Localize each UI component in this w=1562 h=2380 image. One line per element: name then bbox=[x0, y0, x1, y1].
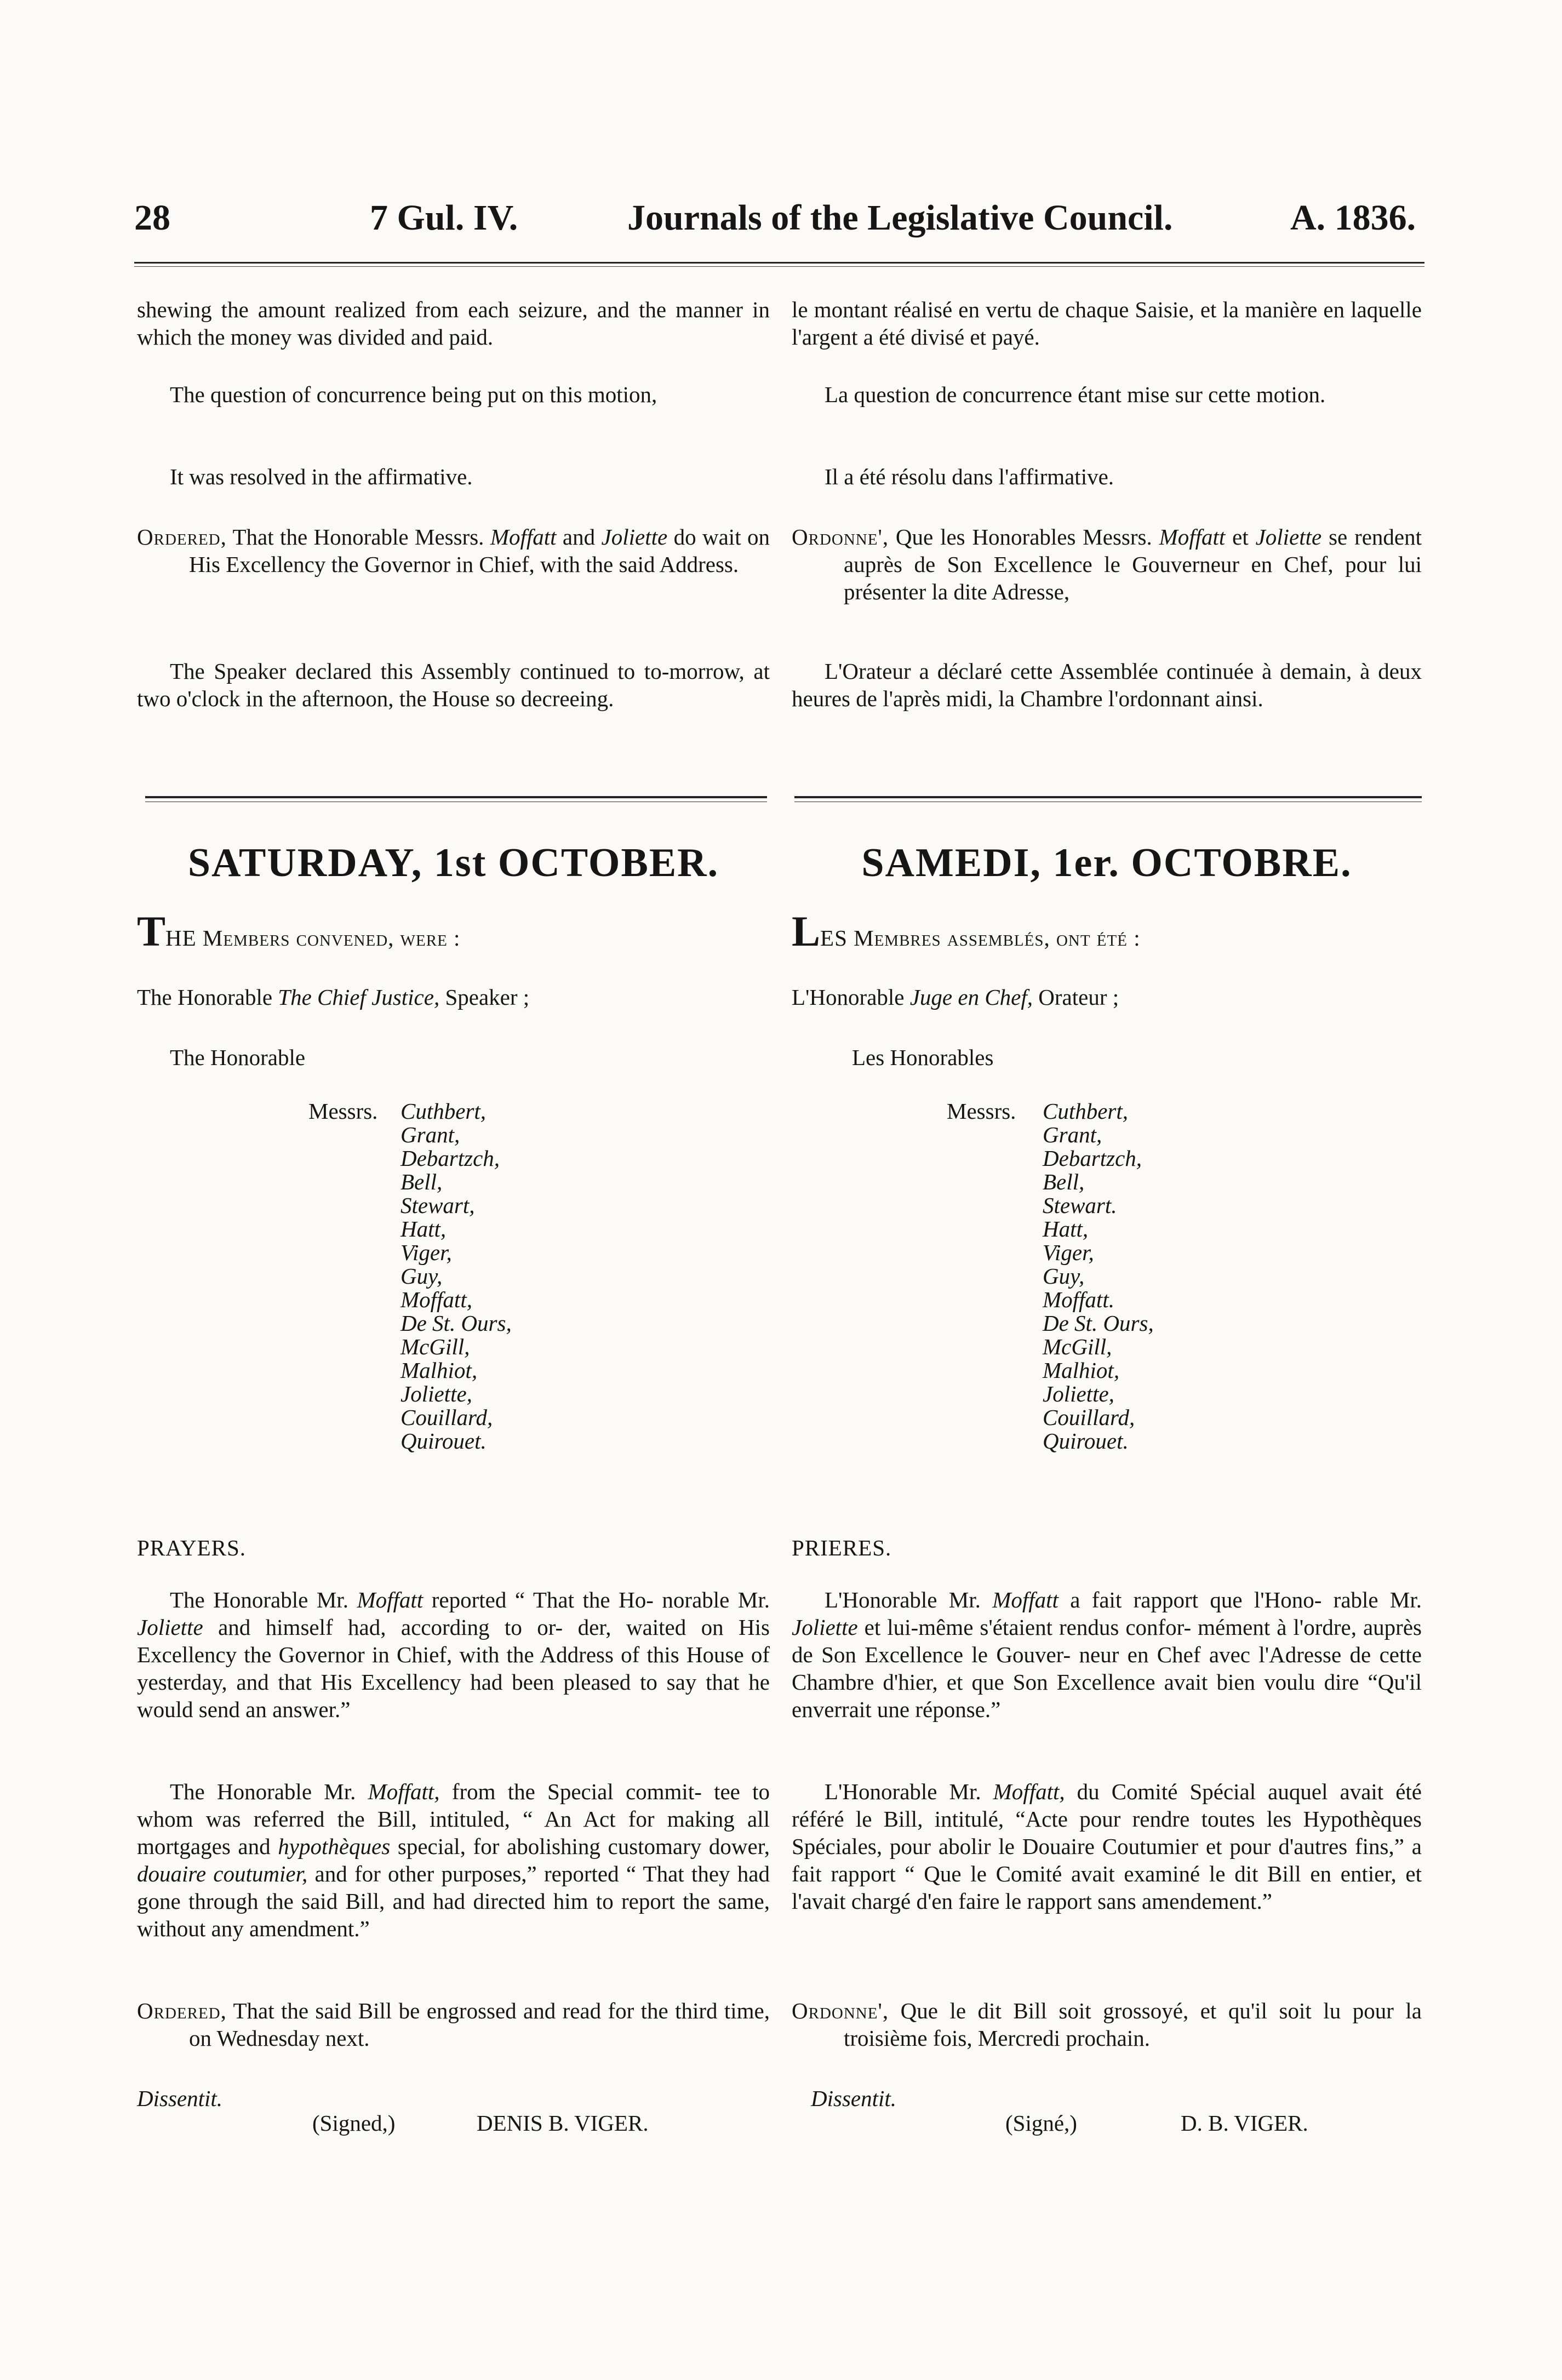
en-member-name: Malhiot, bbox=[400, 1358, 478, 1383]
en-member-name: McGill, bbox=[400, 1334, 470, 1359]
fr-signed-label: (Signé,) bbox=[1005, 2110, 1077, 2136]
en-member-name: Couillard, bbox=[400, 1405, 493, 1430]
en-messrs-label: Messrs. bbox=[308, 1099, 378, 1124]
en-honorables-label: The Honorable bbox=[170, 1045, 306, 1070]
fr-para-rapport-bill: L'Honorable Mr. Moffatt, du Comité Spécial auquel avait été référé le Bill, intitulé, “Acte pour rendre toutes les Hypothèques Spéciales, pour abolir le Douaire Coutumier et pour d'autres fins,” a fait rapport “ Que le Comité avait examiné le dit Bill en entier, et l'avait chargé d'en faire le rapport sans amendement.” bbox=[792, 1779, 1422, 1914]
fr-member-name: Bell, bbox=[1043, 1169, 1085, 1194]
en-signer-name: DENIS B. VIGER. bbox=[477, 2110, 649, 2136]
fr-para-question: La question de concurrence étant mise sur cette motion. bbox=[825, 382, 1326, 407]
en-dissentit: Dissentit. bbox=[137, 2086, 223, 2111]
en-member-name: Guy, bbox=[400, 1263, 443, 1289]
en-member-name: Debartzch, bbox=[400, 1146, 500, 1171]
fr-para-orateur: L'Orateur a déclaré cette Assemblée continuée à demain, à deux heures de l'après midi, la Chambre l'ordonnant ainsi. bbox=[792, 659, 1422, 711]
en-section-divider bbox=[145, 796, 767, 798]
fr-member-name: Moffatt. bbox=[1043, 1287, 1114, 1312]
en-speaker-line: The Honorable The Chief Justice, Speaker ; bbox=[137, 985, 530, 1010]
en-member-name: Joliette, bbox=[400, 1381, 472, 1406]
en-member-name: Moffatt, bbox=[400, 1287, 472, 1312]
en-para-seizure: shewing the amount realized from each seizure, and the manner in which the money was divided and paid. bbox=[137, 297, 770, 350]
en-day-heading: SATURDAY, 1st OCTOBER. bbox=[187, 840, 719, 885]
en-members-list bbox=[308, 1100, 692, 1461]
en-signed-label: (Signed,) bbox=[312, 2110, 396, 2136]
fr-member-name: De St. Ours, bbox=[1043, 1311, 1154, 1336]
en-member-name: Quirouet. bbox=[400, 1428, 487, 1454]
fr-messrs-label: Messrs. bbox=[947, 1099, 1016, 1124]
en-member-name: Stewart, bbox=[400, 1193, 475, 1218]
fr-member-names bbox=[1043, 1100, 1154, 1453]
en-member-name: Cuthbert, bbox=[400, 1099, 487, 1124]
en-ordered-label: Ordered, bbox=[137, 524, 227, 550]
fr-section-divider bbox=[794, 796, 1422, 798]
en-para-speaker-declared: The Speaker declared this Assembly continued to to-morrow, at two o'clock in the afternoon, the House so decreeing. bbox=[137, 659, 770, 711]
en-member-name: Grant, bbox=[400, 1122, 460, 1147]
fr-para-rapport-adresse: L'Honorable Mr. Moffatt a fait rapport que l'Hono- rable Mr. Joliette et lui-même s'étaient rendus confor- mément à l'ordre, auprès de Son Excellence le Gouver- neur en Chef avec l'Adresse de cette Chambre d'hier, et que Son Excellence avait bien voulu dire “Qu'il enverrait une réponse.” bbox=[792, 1587, 1422, 1722]
en-para-report-address: The Honorable Mr. Moffatt reported “ That the Ho- norable Mr. Joliette and himself had, according to or- der, waited on His Excellency the Governor in Chief, with the Address of this House of yesterday, and that His Excellency had been pleased to say that he would send an answer.” bbox=[137, 1587, 770, 1722]
fr-signer-name: D. B. VIGER. bbox=[1181, 2110, 1308, 2136]
fr-member-name: McGill, bbox=[1043, 1334, 1112, 1359]
header-rule bbox=[134, 262, 1424, 264]
fr-member-name: Guy, bbox=[1043, 1263, 1085, 1289]
en-member-name: De St. Ours, bbox=[400, 1311, 512, 1336]
fr-para-saisie: le montant réalisé en vertu de chaque Saisie, et la manière en laquelle l'argent a été divisé et payé. bbox=[792, 297, 1422, 350]
en-para-ordered-engrossed: Ordered, That the said Bill be engrossed and read for the third time, on Wednesday next. bbox=[137, 1998, 770, 2051]
en-members-convened: THE Members convened, were : bbox=[137, 907, 461, 955]
en-member-name: Viger, bbox=[400, 1240, 452, 1265]
journal-title: Journals of the Legislative Council. bbox=[627, 198, 1173, 238]
en-member-name: Bell, bbox=[400, 1169, 443, 1194]
regnal-year: 7 Gul. IV. bbox=[370, 198, 518, 238]
fr-member-name: Debartzch, bbox=[1043, 1146, 1142, 1171]
fr-member-name: Stewart. bbox=[1043, 1193, 1117, 1218]
header-rule-thin bbox=[134, 266, 1424, 267]
fr-orateur-line: L'Honorable Juge en Chef, Orateur ; bbox=[792, 985, 1119, 1010]
fr-member-name: Hatt, bbox=[1043, 1216, 1089, 1242]
en-member-names bbox=[400, 1100, 512, 1453]
fr-member-name: Cuthbert, bbox=[1043, 1099, 1129, 1124]
en-para-report-bill: The Honorable Mr. Moffatt, from the Special commit- tee to whom was referred the Bill, intituled, “ An Act for making all mortgages and hypothèques special, for abolishing customary dower, douaire coutumier, and for other purposes,” reported “ That they had gone through the said Bill, and had directed him to report the same, without any amendment.” bbox=[137, 1779, 770, 1941]
fr-member-name: Joliette, bbox=[1043, 1381, 1114, 1406]
fr-member-name: Malhiot, bbox=[1043, 1358, 1120, 1383]
fr-dissentit: Dissentit. bbox=[811, 2086, 897, 2111]
en-para-ordered: Ordered, That the Honorable Messrs. Moffatt and Joliette do wait on His Excellency the Governor in Chief, with the said Address. bbox=[137, 524, 770, 577]
en-prayers: PRAYERS. bbox=[137, 1535, 247, 1560]
fr-para-resolu: Il a été résolu dans l'affirmative. bbox=[825, 464, 1114, 489]
page-number: 28 bbox=[134, 198, 170, 238]
en-member-name: Hatt, bbox=[400, 1216, 447, 1242]
fr-para-ordonne-grossoye: Ordonne', Que le dit Bill soit grossoyé, et qu'il soit lu pour la troisième fois, Mercredi prochain. bbox=[792, 1998, 1422, 2051]
fr-para-ordonne: Ordonne', Que les Honorables Messrs. Moffatt et Joliette se rendent auprès de Son Excellence le Gouverneur en Chef, pour lui présenter la dite Adresse, bbox=[792, 524, 1422, 604]
calendar-year: A. 1836. bbox=[1290, 198, 1416, 238]
fr-prieres: PRIERES. bbox=[792, 1535, 892, 1560]
fr-member-name: Viger, bbox=[1043, 1240, 1094, 1265]
running-header bbox=[134, 197, 1427, 236]
fr-member-name: Quirouet. bbox=[1043, 1428, 1129, 1454]
fr-honorables-label: Les Honorables bbox=[852, 1045, 994, 1070]
en-para-resolved: It was resolved in the affirmative. bbox=[170, 464, 473, 489]
fr-member-name: Couillard, bbox=[1043, 1405, 1135, 1430]
fr-ordonne-label: Ordonne', bbox=[792, 524, 889, 550]
fr-member-name: Grant, bbox=[1043, 1122, 1102, 1147]
en-para-question: The question of concurrence being put on this motion, bbox=[170, 382, 657, 407]
fr-membres-assembles: LES Membres assemblés, ont été : bbox=[792, 907, 1141, 955]
fr-day-heading: SAMEDI, 1er. OCTOBRE. bbox=[861, 840, 1352, 885]
fr-members-list bbox=[947, 1100, 1330, 1461]
